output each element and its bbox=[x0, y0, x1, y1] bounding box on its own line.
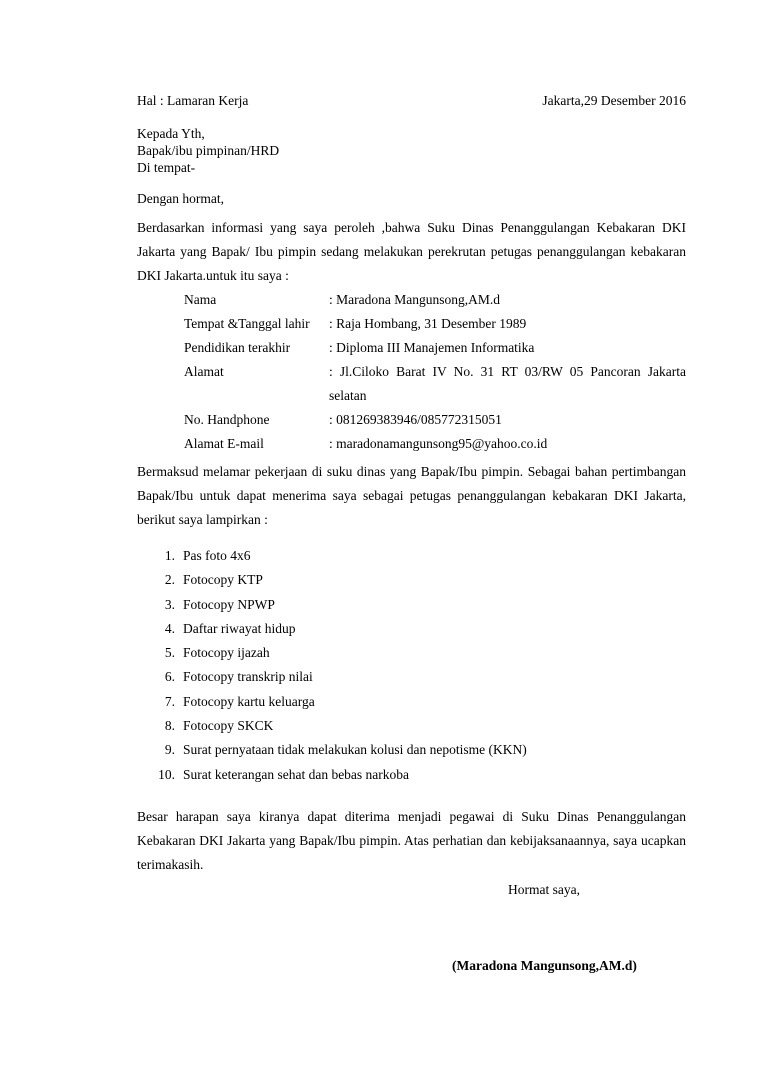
list-number: 1. bbox=[164, 548, 175, 563]
purpose-paragraph: Bermaksud melamar pekerjaan di suku dinas yang Bapak/Ibu pimpin. Sebagai bahan pertimbangan Bapak/Ibu untuk dapat menerima saya sebagai petugas penanggulangan kebakaran DKI Jakarta, berikut saya lampirkan : bbox=[137, 464, 686, 527]
list-text: Surat keterangan sehat dan bebas narkoba bbox=[183, 766, 410, 782]
list-item bbox=[137, 690, 686, 714]
list-text: Fotocopy kartu keluarga bbox=[183, 693, 315, 709]
info-row bbox=[184, 360, 686, 408]
recipient-line: Di tempat- bbox=[137, 160, 196, 175]
list-text: Fotocopy ijazah bbox=[183, 645, 270, 661]
list-item bbox=[137, 641, 686, 665]
info-label: No. Handphone bbox=[184, 412, 270, 427]
letter-date: Jakarta,29 Desember 2016 bbox=[542, 93, 686, 108]
list-text: Fotocopy transkrip nilai bbox=[183, 669, 313, 685]
info-label: Alamat bbox=[184, 364, 224, 379]
list-number: 7. bbox=[164, 693, 175, 709]
info-value: : Raja Hombang, 31 Desember 1989 bbox=[329, 316, 527, 331]
list-item bbox=[137, 617, 686, 641]
list-text: Fotocopy SKCK bbox=[183, 718, 274, 734]
info-value: : Diploma III Manajemen Informatika bbox=[329, 340, 535, 355]
info-label: Pendidikan terakhir bbox=[184, 340, 291, 355]
info-row bbox=[184, 336, 686, 360]
info-value: : Jl.Ciloko Barat IV No. 31 RT 03/RW 05 Pancoran Jakarta selatan bbox=[329, 364, 686, 403]
list-number: 10. bbox=[158, 766, 175, 782]
list-number: 3. bbox=[164, 596, 175, 612]
list-item bbox=[137, 593, 686, 617]
letter-header bbox=[137, 92, 686, 109]
attachment-list bbox=[137, 544, 686, 787]
list-text: Surat pernyataan tidak melakukan kolusi dan nepotisme (KKN) bbox=[183, 742, 527, 758]
closing-salutation: Hormat saya, bbox=[508, 882, 580, 897]
info-row bbox=[184, 408, 686, 432]
list-text: Fotocopy NPWP bbox=[183, 596, 275, 612]
subject-line: Hal : Lamaran Kerja bbox=[137, 93, 249, 108]
info-label: Alamat E-mail bbox=[184, 436, 264, 451]
list-item bbox=[137, 544, 686, 568]
list-item bbox=[137, 714, 686, 738]
list-number: 6. bbox=[164, 669, 175, 685]
list-number: 8. bbox=[164, 718, 175, 734]
info-value: : Maradona Mangunsong,AM.d bbox=[329, 292, 500, 307]
list-number: 2. bbox=[164, 572, 175, 588]
info-row bbox=[184, 288, 686, 312]
recipient-block bbox=[137, 125, 686, 176]
info-row bbox=[184, 432, 686, 456]
list-number: 9. bbox=[164, 742, 175, 758]
list-number: 5. bbox=[164, 645, 175, 661]
list-item bbox=[137, 738, 686, 762]
list-text: Fotocopy KTP bbox=[183, 572, 263, 588]
info-value: : maradonamangunsong95@yahoo.co.id bbox=[329, 436, 548, 451]
info-row bbox=[184, 312, 686, 336]
closing-paragraph: Besar harapan saya kiranya dapat diterima menjadi pegawai di Suku Dinas Penanggulangan Kebakaran DKI Jakarta yang Bapak/Ibu pimpin. Atas perhatian dan kebijaksanaannya, saya ucapkan terimakasih. bbox=[137, 809, 686, 872]
recipient-line: Bapak/ibu pimpinan/HRD bbox=[137, 143, 280, 158]
list-item bbox=[137, 568, 686, 592]
personal-info bbox=[184, 288, 686, 456]
list-number: 4. bbox=[164, 620, 175, 636]
recipient-line: Kepada Yth, bbox=[137, 126, 205, 141]
signature-name: (Maradona Mangunsong,AM.d) bbox=[452, 958, 637, 973]
info-label: Tempat &Tanggal lahir bbox=[184, 316, 310, 331]
info-value: : 081269383946/085772315051 bbox=[329, 412, 502, 427]
list-text: Daftar riwayat hidup bbox=[183, 620, 296, 636]
list-text: Pas foto 4x6 bbox=[183, 548, 251, 563]
info-label: Nama bbox=[184, 292, 217, 307]
greeting: Dengan hormat, bbox=[137, 191, 224, 206]
list-item bbox=[137, 665, 686, 689]
intro-paragraph: Berdasarkan informasi yang saya peroleh ,bahwa Suku Dinas Penanggulangan Kebakaran DKI Jakarta yang Bapak/ Ibu pimpin sedang melakukan perekrutan petugas penanggulangan kebakaran DKI Jakarta.untuk itu saya : bbox=[137, 220, 686, 283]
list-item bbox=[137, 763, 686, 787]
